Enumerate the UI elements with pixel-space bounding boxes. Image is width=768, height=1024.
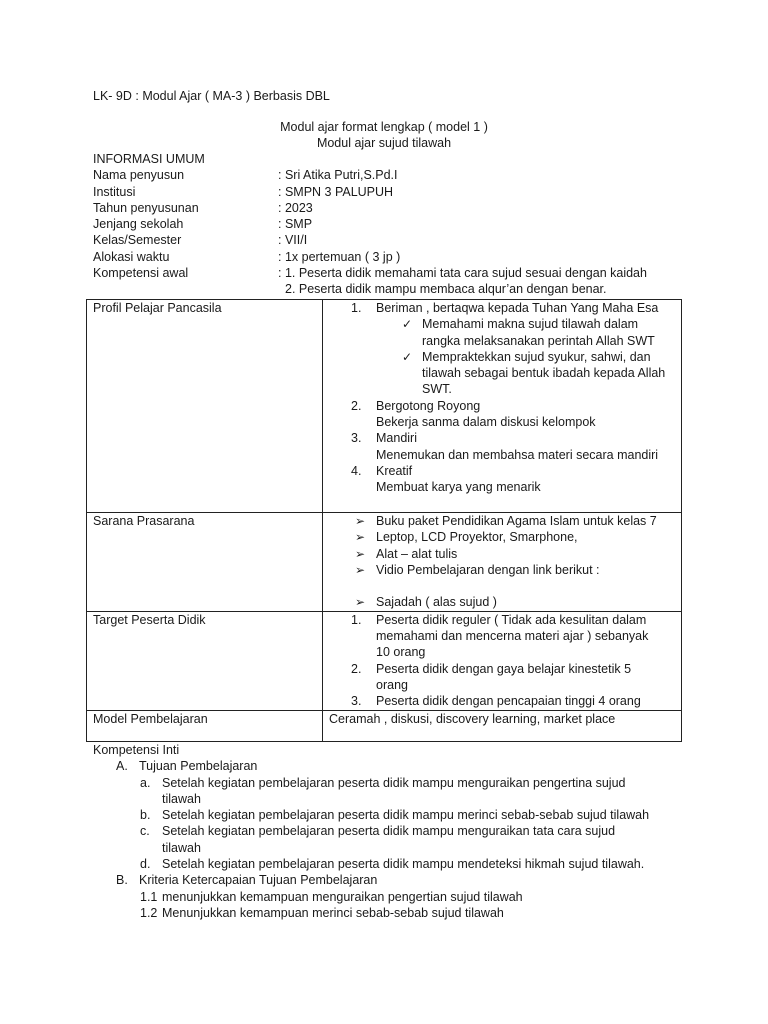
- list-item-text: Vidio Pembelajaran dengan link berikut :: [376, 562, 600, 577]
- model-value: Ceramah , diskusi, discovery learning, market place: [323, 710, 682, 741]
- section-title-text: Tujuan Pembelajaran: [139, 759, 258, 774]
- info-row-institution: [93, 184, 693, 200]
- list-item: [93, 807, 713, 823]
- row-label-target: Target Peserta Didik: [87, 611, 323, 710]
- initial-competence-continuation: 2. Peserta didik mampu membaca alqur’an dengan benar.: [285, 282, 607, 297]
- info-value: : VII/I: [278, 233, 308, 248]
- list-item-text: Beriman , bertaqwa kepada Tuhan Yang Maha Esa: [376, 301, 659, 315]
- list-item-desc: Bekerja sanma dalam diskusi kelompok: [376, 415, 596, 430]
- arrow-bullet-icon: ➢: [355, 546, 366, 561]
- target-list: [329, 612, 681, 710]
- checklist-line: SWT.: [422, 382, 452, 397]
- general-info-heading: INFORMASI UMUM: [93, 152, 205, 166]
- checkmark-icon: ✓: [402, 349, 413, 364]
- list-number: 2.: [351, 661, 362, 676]
- info-row-class-semester: [93, 232, 693, 248]
- list-item-text: Kreatif: [376, 463, 413, 478]
- checklist-line: tilawah sebagai bentuk ibadah kepada Allah: [422, 366, 666, 381]
- list-item: [93, 905, 713, 921]
- list-item: [93, 775, 713, 808]
- item-number: 1.1: [140, 889, 158, 904]
- item-letter: d.: [140, 857, 151, 872]
- arrow-bullet-icon: ➢: [355, 530, 366, 545]
- list-item: [329, 693, 681, 709]
- item-line: menunjukkan kemampuan menguraikan pengertian sujud tilawah: [162, 889, 523, 904]
- arrow-bullet-icon: ➢: [355, 514, 366, 528]
- list-item: [329, 430, 681, 463]
- list-item-line: Peserta didik dengan pencapaian tinggi 4 orang: [376, 694, 641, 709]
- list-number: 1.: [351, 612, 362, 627]
- info-label: Kelas/Semester: [93, 233, 182, 248]
- section-title-text: Kriteria Ketercapaian Tujuan Pembelajaran: [139, 873, 378, 888]
- info-label: Kompetensi awal: [93, 266, 189, 281]
- checkmark-icon: ✓: [402, 317, 413, 332]
- list-item-line: memahami dan mencerna materi ajar ) sebanyak: [376, 629, 649, 644]
- list-item-text: Mandiri: [376, 431, 417, 446]
- info-label: Nama penyusun: [93, 168, 185, 183]
- list-item-text: Buku paket Pendidikan Agama Islam untuk kelas 7: [376, 514, 657, 528]
- list-item-line: orang: [376, 677, 408, 692]
- list-number: 2.: [351, 398, 362, 413]
- target-content-cell: [323, 611, 682, 710]
- list-item: [329, 594, 681, 610]
- table-row: [87, 300, 682, 513]
- list-item-desc: Menemukan dan membahsa materi secara mandiri: [376, 447, 659, 462]
- info-value: : SMP: [278, 217, 313, 232]
- core-competence-heading: Kompetensi Inti: [93, 743, 180, 757]
- document-header: LK- 9D : Modul Ajar ( MA-3 ) Berbasis DBL: [93, 89, 330, 103]
- info-row-time-allocation: [93, 249, 693, 265]
- list-number: 3.: [351, 694, 362, 709]
- list-item-text: Bergotong Royong: [376, 398, 481, 413]
- checklist-line: Memahami makna sujud tilawah dalam: [422, 317, 639, 332]
- row-label-profil: Profil Pelajar Pancasila: [87, 300, 323, 513]
- item-line: Menunjukkan kemampuan merinci sebab-sebab sujud tilawah: [162, 905, 504, 920]
- item-line: Setelah kegiatan pembelajaran peserta didik mampu menguraikan pengertina sujud: [162, 775, 626, 790]
- info-value: : 1x pertemuan ( 3 jp ): [278, 249, 401, 264]
- checklist-item: [329, 316, 681, 349]
- info-value: : SMPN 3 PALUPUH: [278, 184, 394, 199]
- arrow-bullet-icon: ➢: [355, 562, 366, 577]
- list-number: 1.: [351, 301, 362, 315]
- list-item: [93, 856, 713, 872]
- info-row-year: [93, 200, 693, 216]
- list-item: [329, 661, 681, 694]
- list-item-text: Sajadah ( alas sujud ): [376, 595, 497, 610]
- info-label: Alokasi waktu: [93, 249, 170, 264]
- table-row: [87, 710, 682, 741]
- checklist-item: [329, 349, 681, 398]
- profil-content-cell: [323, 300, 682, 513]
- item-letter: b.: [140, 808, 151, 823]
- list-item-line: Peserta didik reguler ( Tidak ada kesulitan dalam: [376, 612, 647, 627]
- arrow-bullet-icon: ➢: [355, 595, 366, 610]
- info-label: Jenjang sekolah: [93, 217, 184, 232]
- item-line: Setelah kegiatan pembelajaran peserta didik mampu mendeteksi hikmah sujud tilawah.: [162, 857, 645, 872]
- general-info-section: [93, 151, 693, 298]
- module-detail-table: [86, 299, 682, 742]
- module-subtitle: Modul ajar sujud tilawah: [316, 136, 452, 150]
- list-item: [329, 398, 681, 431]
- row-label-model: Model Pembelajaran: [87, 710, 323, 741]
- info-value: : Sri Atika Putri,S.Pd.I: [278, 168, 398, 183]
- list-number: 3.: [351, 431, 362, 446]
- list-item: [329, 300, 681, 316]
- list-number: 4.: [351, 463, 362, 478]
- list-item-line: Peserta didik dengan gaya belajar kinestetik 5: [376, 661, 632, 676]
- info-value: : 1. Peserta didik memahami tata cara sujud sesuai dengan kaidah: [278, 266, 647, 281]
- info-row-author: [93, 167, 693, 183]
- core-competence-section: [93, 742, 713, 921]
- checklist-line: rangka melaksanakan perintah Allah SWT: [422, 333, 655, 348]
- list-item: [329, 463, 681, 496]
- list-item: [93, 889, 713, 905]
- table-row: [87, 513, 682, 612]
- item-letter: c.: [140, 824, 150, 839]
- section-letter: B.: [116, 873, 128, 888]
- list-item-text: Leptop, LCD Proyektor, Smarphone,: [376, 530, 578, 545]
- section-letter: A.: [116, 759, 128, 774]
- list-item-line: 10 orang: [376, 645, 426, 660]
- list-item-desc: Membuat karya yang menarik: [376, 480, 541, 495]
- list-item: [329, 529, 681, 545]
- item-line: tilawah: [162, 840, 201, 855]
- info-label: Institusi: [93, 184, 136, 199]
- item-line: Setelah kegiatan pembelajaran peserta didik mampu menguraikan tata cara sujud: [162, 824, 616, 839]
- item-line: tilawah: [162, 791, 201, 806]
- sarana-content-cell: [323, 513, 682, 612]
- info-row-school-level: [93, 216, 693, 232]
- section-b-title: [93, 872, 713, 888]
- module-title: Modul ajar format lengkap ( model 1 ): [280, 120, 488, 134]
- info-label: Tahun penyusunan: [93, 200, 199, 215]
- info-value: : 2023: [278, 200, 313, 215]
- info-row-initial-competence: [93, 265, 693, 281]
- list-item: [329, 546, 681, 562]
- list-item: [329, 562, 681, 578]
- row-label-sarana: Sarana Prasarana: [87, 513, 323, 612]
- item-line: Setelah kegiatan pembelajaran peserta didik mampu merinci sebab-sebab sujud tilawah: [162, 808, 650, 823]
- section-a-title: [93, 758, 713, 774]
- list-item: [329, 513, 681, 529]
- profil-list: [329, 398, 681, 496]
- checklist-line: Mempraktekkan sujud syukur, sahwi, dan: [422, 349, 651, 364]
- spacer: [329, 578, 681, 594]
- table-row: [87, 611, 682, 710]
- item-letter: a.: [140, 775, 151, 790]
- item-number: 1.2: [140, 905, 158, 920]
- list-item: [329, 612, 681, 661]
- profil-list: [329, 300, 681, 316]
- list-item-text: Alat – alat tulis: [376, 546, 458, 561]
- list-item: [93, 823, 713, 856]
